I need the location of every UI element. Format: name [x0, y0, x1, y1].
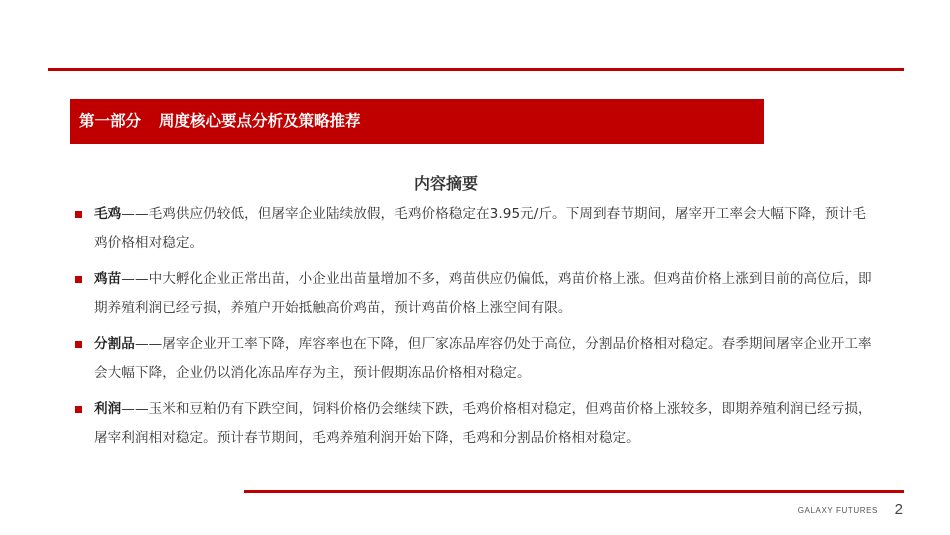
section-header-bar: [70, 99, 764, 144]
bottom-divider: [244, 490, 904, 493]
bullet-item-chick: [74, 265, 879, 323]
bullet-text: ——中大孵化企业正常出苗，小企业出苗量增加不多，鸡苗供应仍偏低，鸡苗价格上涨。但鸡苗价格上涨到目前的高位后，即期养殖利润已经亏损，养殖户开始抵触高价鸡苗，预计鸡苗价格上涨空间有限。: [94, 271, 872, 316]
bullet-term: 鸡苗: [94, 271, 122, 287]
section-title: 周度核心要点分析及策略推荐: [159, 112, 361, 130]
square-bullet-icon: [75, 276, 82, 283]
bullet-term: 利润: [94, 401, 122, 417]
summary-heading: 内容摘要: [413, 174, 478, 193]
bullet-text: ——玉米和豆粕仍有下跌空间，饲料价格仍会继续下跌，毛鸡价格相对稳定，但鸡苗价格上涨较多，即期养殖利润已经亏损，屠宰利润相对稳定。预计春节期间，毛鸡养殖利润开始下降，毛鸡和分割品价格相对稳定。: [94, 401, 872, 446]
footer-brand: GALAXY FUTURES: [797, 506, 878, 515]
bullet-text: ——屠宰企业开工率下降，库容率也在下降，但厂家冻品库容仍处于高位，分割品价格相对稳定。春季期间屠宰企业开工率会大幅下降，企业仍以消化冻品库存为主，预计假期冻品价格相对稳定。: [94, 336, 872, 381]
section-part-label: 第一部分: [79, 112, 142, 130]
summary-bullet-list: [74, 200, 879, 460]
square-bullet-icon: [75, 341, 82, 348]
bullet-item-broiler: [74, 200, 879, 258]
square-bullet-icon: [75, 406, 82, 413]
bullet-text: ——毛鸡供应仍较低，但屠宰企业陆续放假，毛鸡价格稳定在3.95元/斤。下周到春节期间，屠宰开工率会大幅下降，预计毛鸡价格相对稳定。: [94, 206, 866, 251]
bullet-term: 分割品: [94, 336, 135, 352]
page-number: 2: [894, 501, 903, 518]
top-divider: [48, 68, 904, 71]
bullet-item-cut-products: [74, 330, 879, 388]
square-bullet-icon: [75, 211, 82, 218]
bullet-term: 毛鸡: [94, 206, 122, 222]
bullet-item-profit: [74, 395, 879, 453]
